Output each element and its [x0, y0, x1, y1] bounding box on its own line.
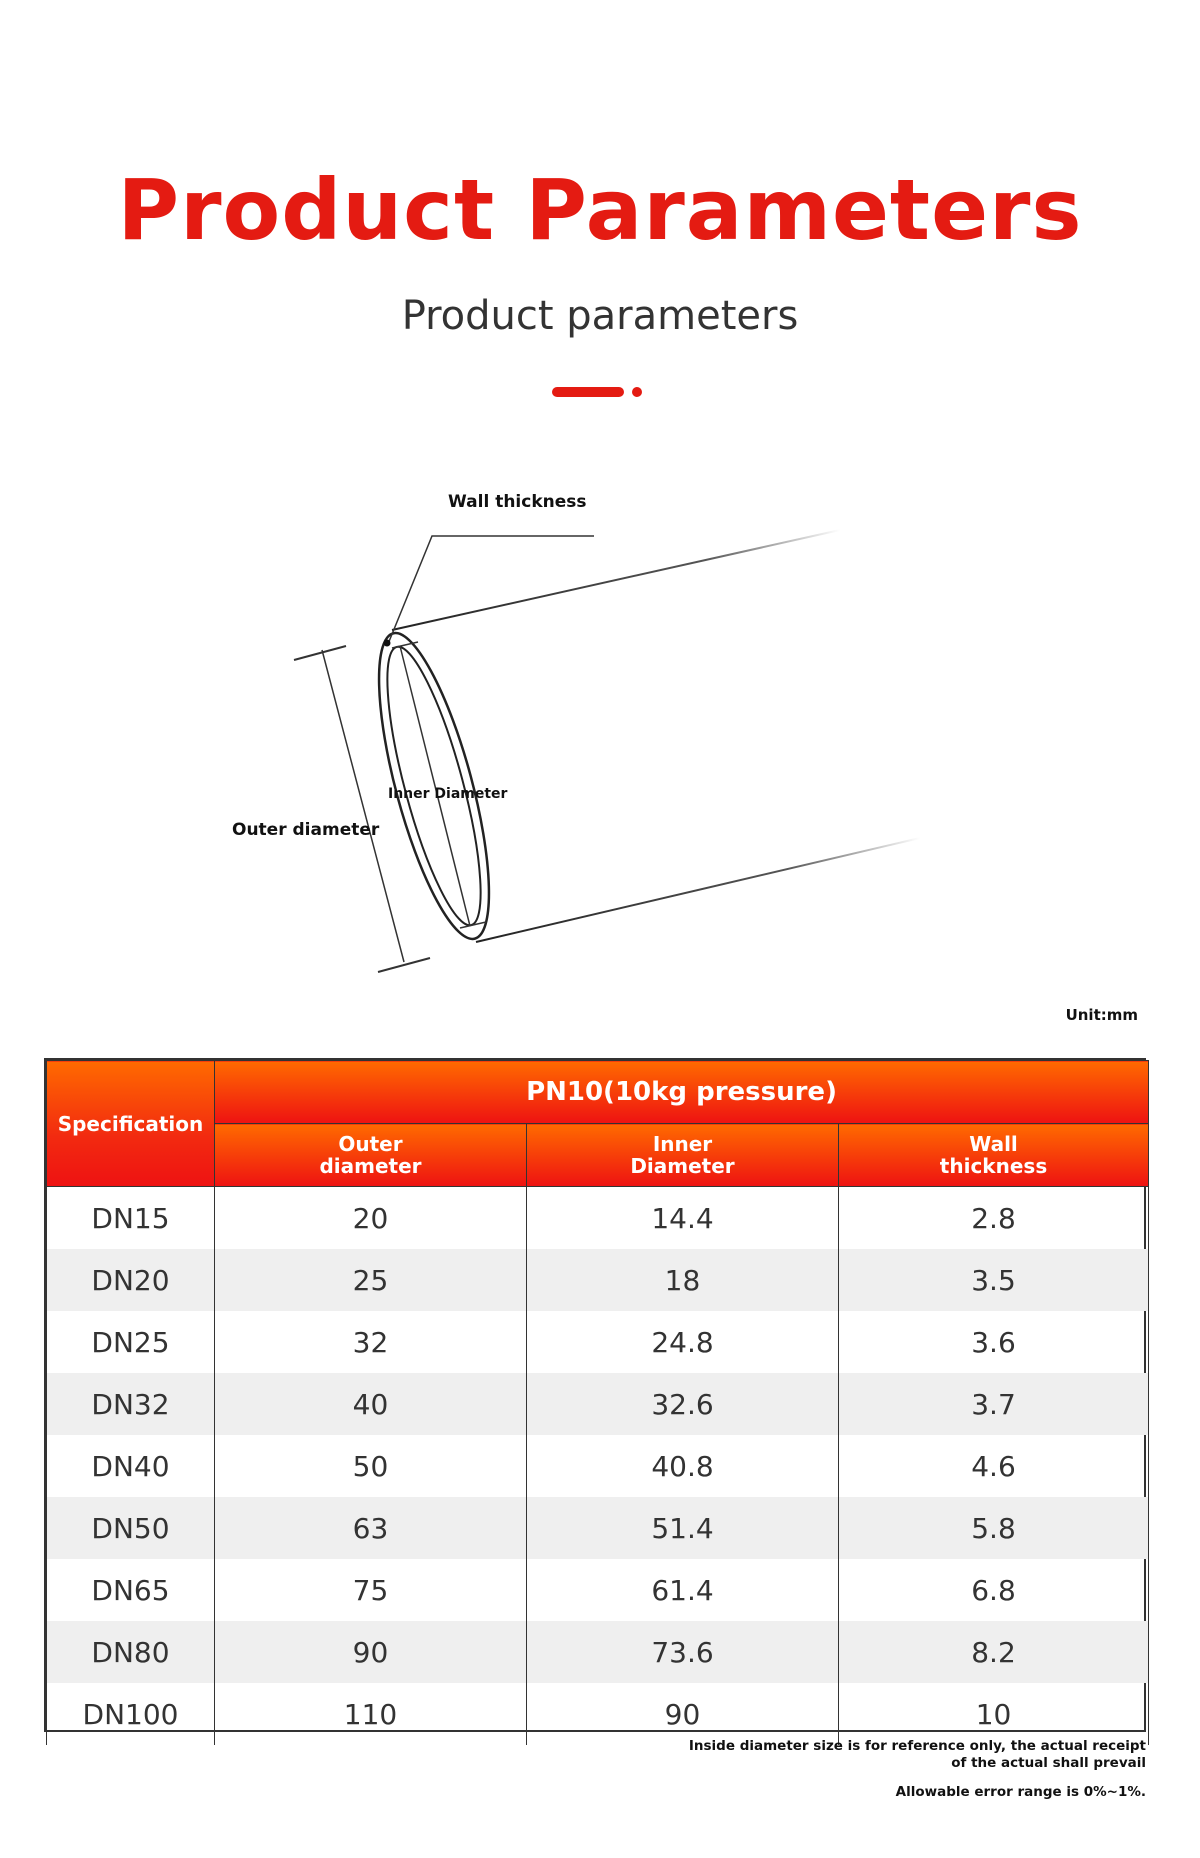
outer-diameter-header — [215, 1124, 527, 1187]
wall-thickness-leader — [388, 536, 594, 644]
wall-thickness-header-line1: Wall — [969, 1132, 1018, 1156]
wall-cell: 6.8 — [839, 1559, 1149, 1621]
table-row — [47, 1187, 1149, 1250]
table-row — [47, 1249, 1149, 1311]
inner-cell: 18 — [527, 1249, 839, 1311]
wall-cell: 8.2 — [839, 1621, 1149, 1683]
spec-cell: DN15 — [47, 1187, 215, 1250]
parameters-table — [44, 1058, 1146, 1732]
wall-cell: 3.6 — [839, 1311, 1149, 1373]
reference-note-line1: Inside diameter size is for reference only, the actual receipt — [688, 1738, 1146, 1754]
outer-cell: 90 — [215, 1621, 527, 1683]
outer-cell: 40 — [215, 1373, 527, 1435]
wall-cell: 5.8 — [839, 1497, 1149, 1559]
outer-diameter-header-line1: Outer — [338, 1132, 403, 1156]
wall-cell: 10 — [839, 1683, 1149, 1745]
unit-label: Unit:mm — [1065, 1006, 1138, 1024]
wall-thickness-label: Wall thickness — [448, 492, 587, 512]
wall-cell: 3.5 — [839, 1249, 1149, 1311]
spec-cell: DN32 — [47, 1373, 215, 1435]
pipe-bottom-edge — [476, 838, 920, 942]
spec-cell: DN65 — [47, 1559, 215, 1621]
outer-cell: 63 — [215, 1497, 527, 1559]
outer-diameter-label: Outer diameter — [232, 820, 380, 840]
spec-cell: DN25 — [47, 1311, 215, 1373]
outer-cell: 75 — [215, 1559, 527, 1621]
reference-note-line2: of the actual shall prevail — [951, 1754, 1146, 1771]
spec-cell: DN20 — [47, 1249, 215, 1311]
inner-diameter-header-line1: Inner — [652, 1132, 713, 1156]
specification-header: Specification — [47, 1061, 215, 1187]
wall-cell: 2.8 — [839, 1187, 1149, 1250]
title-accent-dot — [632, 387, 642, 397]
inner-diameter-header-line2: Diameter — [630, 1154, 735, 1178]
outer-cell: 20 — [215, 1187, 527, 1250]
inner-cell: 51.4 — [527, 1497, 839, 1559]
outer-cell: 25 — [215, 1249, 527, 1311]
inner-cell: 90 — [527, 1683, 839, 1745]
table-row — [47, 1559, 1149, 1621]
inner-cell: 40.8 — [527, 1435, 839, 1497]
wall-cell: 3.7 — [839, 1373, 1149, 1435]
spec-cell: DN40 — [47, 1435, 215, 1497]
inner-diameter-header — [527, 1124, 839, 1187]
page-title: Product Parameters — [117, 161, 1083, 259]
table-row — [47, 1311, 1149, 1373]
pressure-group-header: PN10(10kg pressure) — [215, 1061, 1149, 1124]
table-row — [47, 1621, 1149, 1683]
pipe-top-edge — [392, 530, 840, 630]
inner-cell: 32.6 — [527, 1373, 839, 1435]
outer-cell: 50 — [215, 1435, 527, 1497]
spec-cell: DN100 — [47, 1683, 215, 1745]
outer-cell: 110 — [215, 1683, 527, 1745]
table-row — [47, 1497, 1149, 1559]
inner-cell: 73.6 — [527, 1621, 839, 1683]
inner-cell: 14.4 — [527, 1187, 839, 1250]
pipe-diagram — [0, 470, 1200, 990]
wall-thickness-header-line2: thickness — [939, 1154, 1048, 1178]
reference-note — [586, 1738, 1146, 1772]
spec-cell: DN50 — [47, 1497, 215, 1559]
inner-cell: 61.4 — [527, 1559, 839, 1621]
inner-diameter-label: Inner Diameter — [388, 786, 508, 802]
outer-cell: 32 — [215, 1311, 527, 1373]
table-row — [47, 1373, 1149, 1435]
table-row — [47, 1435, 1149, 1497]
spec-cell: DN80 — [47, 1621, 215, 1683]
outer-diameter-header-line2: diameter — [319, 1154, 422, 1178]
title-accent-bar — [552, 387, 624, 397]
table-row — [47, 1683, 1149, 1745]
error-range-note: Allowable error range is 0%~1%. — [895, 1784, 1146, 1800]
page-subtitle: Product parameters — [401, 293, 799, 339]
inner-cell: 24.8 — [527, 1311, 839, 1373]
wall-thickness-header — [839, 1124, 1149, 1187]
wall-cell: 4.6 — [839, 1435, 1149, 1497]
